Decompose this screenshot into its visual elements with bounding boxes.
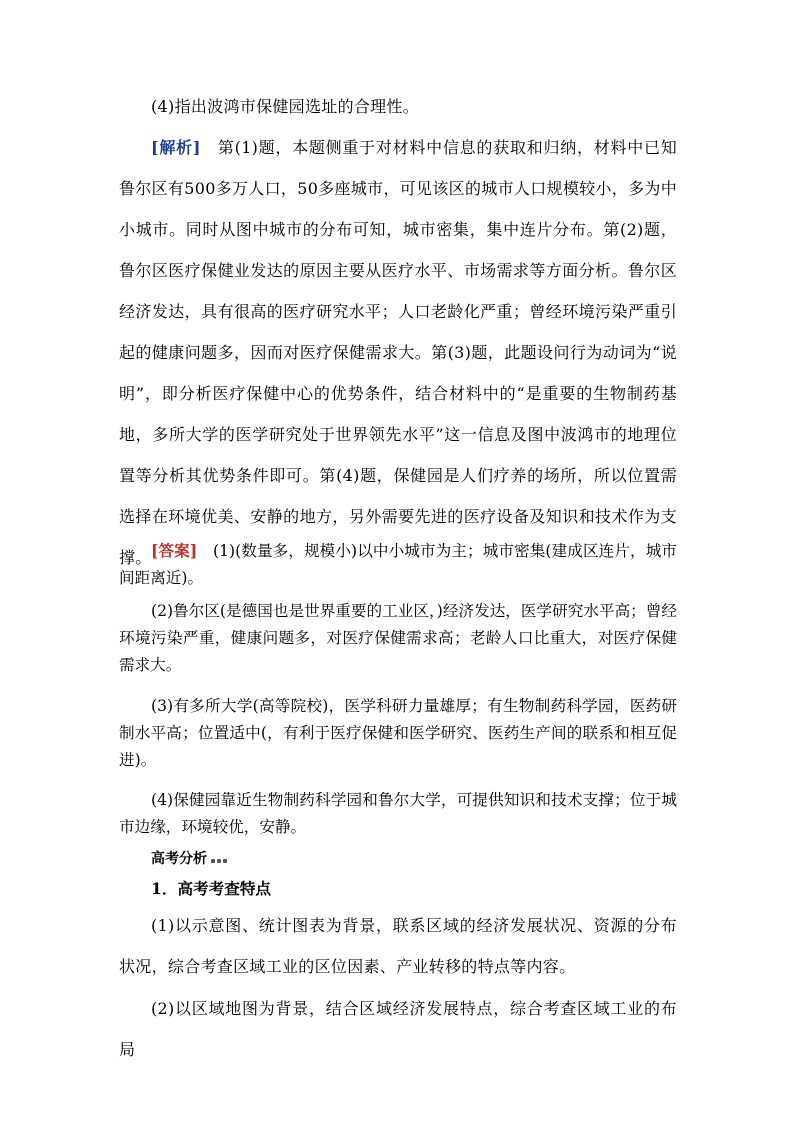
- point-2: [119, 988, 677, 1070]
- analysis-paragraph: [119, 127, 677, 578]
- analysis-text: 第(1)题，本题侧重于对材料中信息的获取和归纳，材料中已知鲁尔区有500多万人口，50多座城市，可见该区的城市人口规模较小，多为中小城市。同时从图中城市的分布可知，城市密集，集中连片分布。第(2)题，鲁尔区医疗保健业发达的原因主要从医疗水平、市场需求等方面分析。鲁尔区经济发达，具有很高的医疗研究水平；人口老龄化严重；曾经环境污染严重引起的健康问题多，因而对医疗保健需求大。第(3)题，此题设问行为动词为“说明”，即分析医疗保健中心的优势条件，结合材料中的“是重要的生物制药基地，多所大学的医学研究处于世界领先水平”这一信息及图中波鸿市的地理位置等分析其优势条件即可。第(4)题，保健园是人们疗养的场所，所以位置需选择在环境优美、安静的地方，另外需要先进的医疗设备及知识和技术作为支撑。: [119, 138, 677, 567]
- answer-item-2-text: (2)鲁尔区(是德国也是世界重要的工业区，)经济发达，医学研究水平高；曾经环境污染严重，健康问题多，对医疗保健需求高；老龄人口比重大，对医疗保健需求大。: [119, 602, 677, 674]
- answer-item-4: [119, 787, 677, 841]
- answer-item-3-text: (3)有多所大学(高等院校)，医学科研力量雄厚；有生物制药科学园，医药研制水平高；位置适中(，有利于医疗保健和医学研究、医药生产间的联系和相互促进)。: [119, 697, 677, 769]
- point-1-text: (1)以示意图、统计图表为背景，联系区域的经济发展状况、资源的分布状况，综合考查区域工业的区位因素、产业转移的特点等内容。: [119, 916, 677, 976]
- answer-item-2: [119, 598, 677, 679]
- answer-tag: [答案]: [151, 541, 198, 560]
- point-2-text: (2)以区域地图为背景，结合区域经济发展特点，综合考查区域工业的布局: [119, 999, 677, 1059]
- question-4: [119, 86, 677, 127]
- answer-item-3: [119, 693, 677, 774]
- section-label-text: 高考分析: [151, 851, 207, 867]
- subhead-exam-features: 1．高考考查特点: [151, 879, 272, 898]
- answer-item-1-text: (1)(数量多，规模小)以中小城市为主；城市密集(建成区连片，城市间距离近)。: [119, 542, 677, 587]
- question-4-text: (4)指出波鸿市保健园选址的合理性。: [151, 97, 420, 116]
- answer-item-4-text: (4)保健园靠近生物制药科学园和鲁尔大学，可提供知识和技术支撑；位于城市边缘，环境较优，安静。: [119, 791, 677, 836]
- answer-item-1: [119, 537, 677, 592]
- analysis-tag: [解析]: [151, 138, 201, 157]
- dots-icon: [211, 851, 229, 867]
- point-1: [119, 905, 677, 987]
- section-label-exam-analysis: [151, 848, 229, 868]
